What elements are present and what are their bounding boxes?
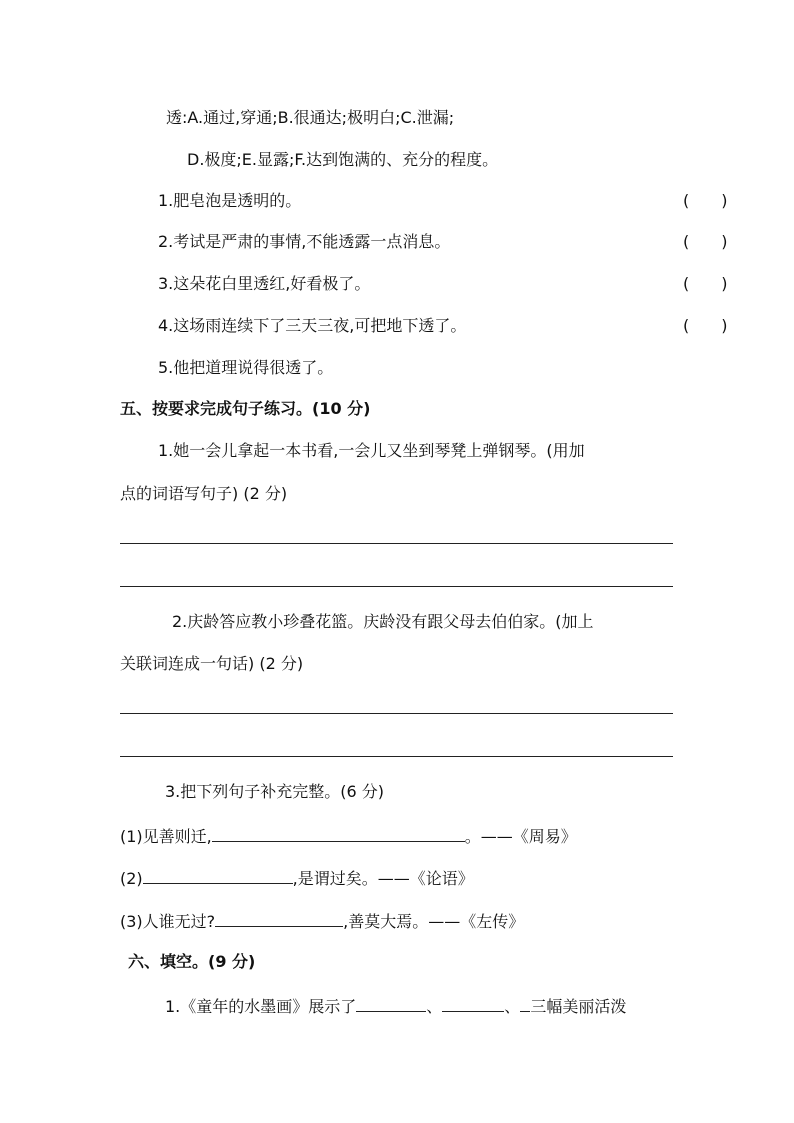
fill-3-suffix: ,善莫大焉。——《左传》 bbox=[343, 912, 525, 931]
question-5: 5.他把道理说得很透了。 bbox=[158, 358, 334, 377]
s5-q2-line-1: 2.庆龄答应教小珍叠花篮。庆龄没有跟父母去伯伯家。(加上 bbox=[172, 612, 594, 631]
s6-q1 bbox=[165, 993, 626, 1018]
s6-q1-prefix: 1.《童年的水墨画》展示了 bbox=[165, 997, 357, 1016]
fill-1-suffix: 。——《周易》 bbox=[464, 827, 577, 846]
fill-blank[interactable] bbox=[442, 993, 504, 1012]
meanings-line-1: 透:A.通过,穿通;B.很通达;极明白;C.泄漏; bbox=[166, 108, 455, 127]
fill-2-prefix: (2) bbox=[120, 869, 143, 888]
answer-line[interactable] bbox=[120, 586, 673, 587]
fill-blank[interactable] bbox=[143, 865, 293, 884]
s5-q3-title: 3.把下列句子补充完整。(6 分) bbox=[165, 782, 385, 801]
fill-blank[interactable] bbox=[212, 823, 465, 842]
fill-blank[interactable] bbox=[520, 993, 530, 1012]
answer-line[interactable] bbox=[120, 713, 673, 714]
question-2: 2.考试是严肃的事情,不能透露一点消息。 bbox=[158, 232, 451, 251]
s5-q1-line-2: 点的词语写句子) (2 分) bbox=[120, 484, 288, 503]
question-3: 3.这朵花白里透红,好看极了。 bbox=[158, 274, 371, 293]
fill-3 bbox=[120, 908, 524, 933]
fill-2 bbox=[120, 865, 474, 890]
answer-paren-3[interactable]: ( ) bbox=[683, 274, 728, 293]
answer-paren-2[interactable]: ( ) bbox=[683, 232, 728, 251]
answer-paren-4[interactable]: ( ) bbox=[683, 316, 728, 335]
fill-1 bbox=[120, 823, 577, 848]
s5-q1-line-1: 1.她一会儿拿起一本书看,一会儿又坐到琴凳上弹钢琴。(用加 bbox=[158, 441, 585, 460]
question-4: 4.这场雨连续下了三天三夜,可把地下透了。 bbox=[158, 316, 467, 335]
fill-blank[interactable] bbox=[215, 908, 343, 927]
meanings-line-2: D.极度;E.显露;F.达到饱满的、充分的程度。 bbox=[187, 150, 499, 169]
fill-1-prefix: (1)见善则迁, bbox=[120, 827, 212, 846]
s6-q1-sep: 、 bbox=[426, 997, 443, 1016]
answer-paren-1[interactable]: ( ) bbox=[683, 191, 728, 210]
section-6-title: 六、填空。(9 分) bbox=[128, 952, 256, 971]
answer-line[interactable] bbox=[120, 543, 673, 544]
question-1: 1.肥皂泡是透明的。 bbox=[158, 191, 302, 210]
fill-3-prefix: (3)人谁无过? bbox=[120, 912, 216, 931]
section-5-title: 五、按要求完成句子练习。(10 分) bbox=[120, 399, 371, 418]
fill-blank[interactable] bbox=[356, 993, 426, 1012]
fill-2-suffix: ,是谓过矣。——《论语》 bbox=[292, 869, 474, 888]
s6-q1-sep: 、 bbox=[504, 997, 521, 1016]
s6-q1-suffix: 三幅美丽活泼 bbox=[530, 997, 627, 1016]
s5-q2-line-2: 关联词连成一句话) (2 分) bbox=[120, 654, 304, 673]
answer-line[interactable] bbox=[120, 756, 673, 757]
